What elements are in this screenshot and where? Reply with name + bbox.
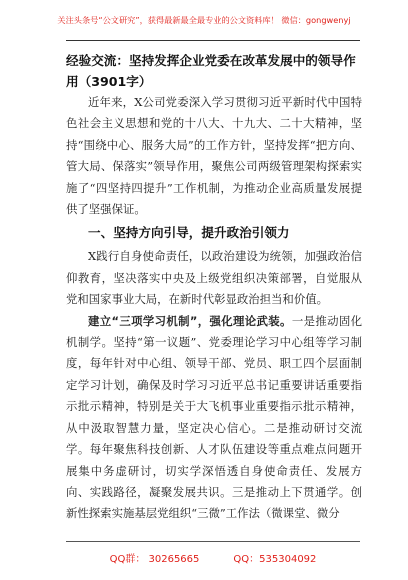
qq-group: QQ群： 30265665 [109, 553, 200, 565]
section-heading: 一、坚持方向引导，提升政治引领力 [88, 225, 290, 241]
subsection-paragraph [66, 311, 362, 525]
section-paragraph: X践行自身使命责任，以政治建设为统领，加强政治信仰教育，坚决落实中央及上级党组织决策部署，自觉服从党和国家事业大局，在新时代彰显政治担当和价值。 [66, 249, 362, 307]
promo-banner [0, 0, 408, 40]
subsection-lead: 建立“三项学习机制”，强化理论武装。 [88, 313, 292, 328]
qq-contact: QQ：535304092 [233, 553, 317, 565]
document-title: 经验交流：坚持发挥企业党委在改革发展中的领导作用（3901字） [66, 53, 356, 89]
footer [66, 546, 360, 568]
intro-paragraph: 近年来，X公司党委深入学习贯彻习近平新时代中国特色社会主义思想和党的十八大、十九大、二十大精神，坚持“围绕中心、服务大局”的工作方针，坚持发挥“把方向、管大局、保落实”领导作用，聚焦公司两级管理架构探索实施了“四坚持四提升”工作机制，为推动企业高质量发展提供了坚强保证。 [66, 95, 362, 217]
subsection-body: 一是推动固化机制学。坚持“第一议题”、党委理论学习中心组等学习制度，每年针对中心组、领导干部、党员、职工四个层面制定学习计划，确保及时学习习近平总书记重要讲话重要指示批示精神，特别是关于大飞机事业重要指示批示精神，从中汲取智慧力量，坚定决心信心。二是推动研讨交流学。每年聚焦科技创新、人才队伍建设等重点难点问题开展集中务虚研讨，切实学深悟透自身使命责任、发展方向、实践路径，凝聚发展共识。三是推动上下贯通学。创新性探索实施基层党组织“三微”工作法（微课堂、微分 [66, 313, 362, 521]
promo-text: 关注头条号“公文研究”，获得最新最全最专业的公文资料库！ 微信：gongwenyj [57, 14, 351, 25]
footer-divider [66, 541, 360, 542]
header-divider [66, 40, 360, 41]
document-body [66, 50, 362, 525]
